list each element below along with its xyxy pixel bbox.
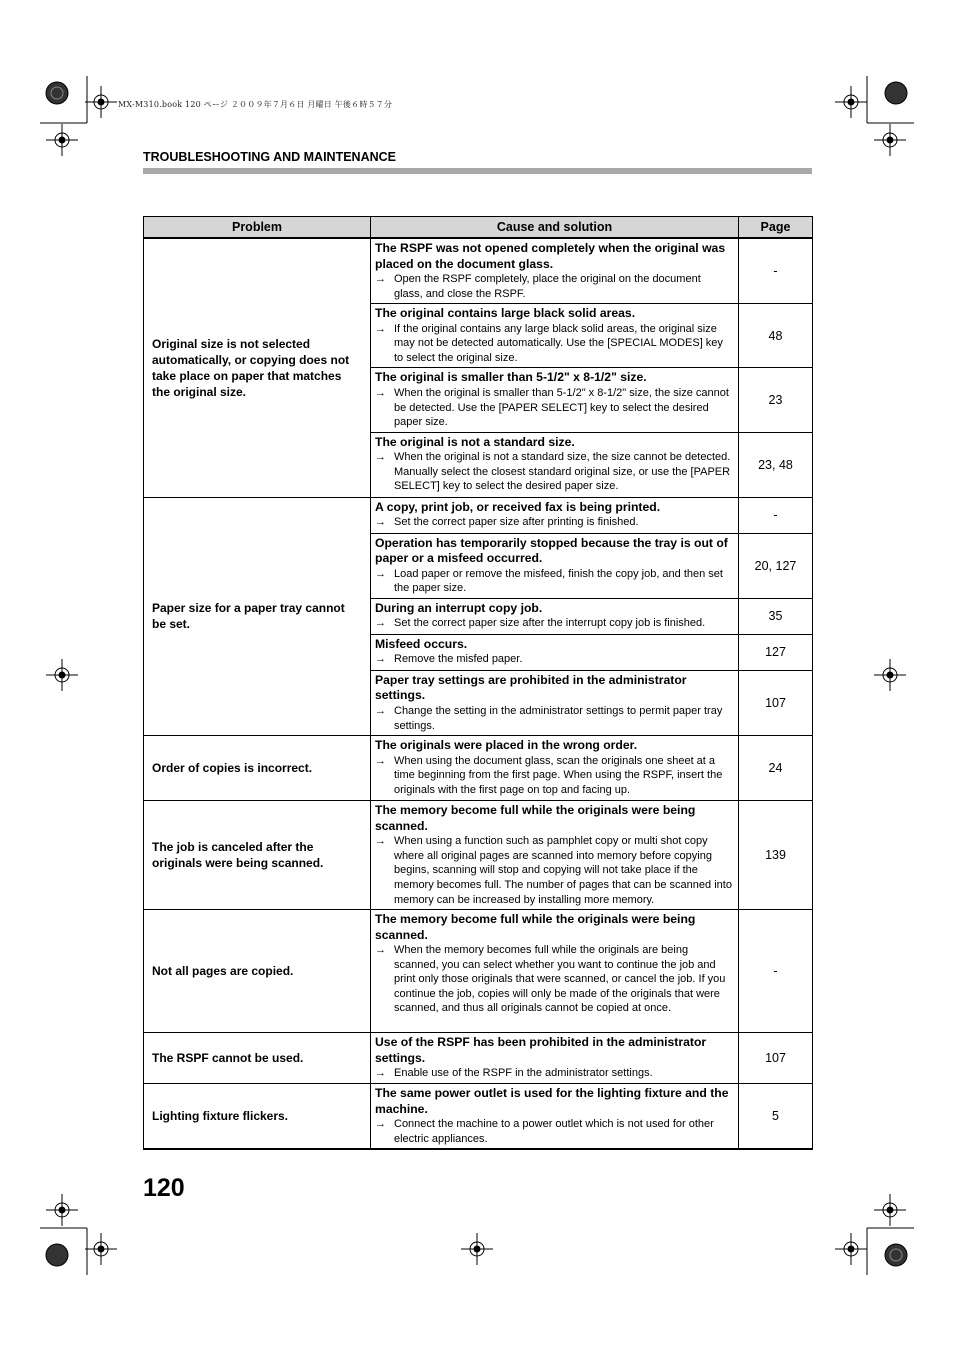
problem-cell: Original size is not selected automatically, or copying does not take place on paper that matches the original size. — [144, 238, 371, 497]
problem-cell: Paper size for a paper tray cannot be set. — [144, 497, 371, 735]
table-row — [144, 801, 813, 910]
cause-title: The memory become full while the originals were being scanned. — [375, 803, 696, 833]
cause-solution-cell — [371, 598, 739, 634]
table-row — [144, 910, 813, 1033]
solution-label: Remove the misfed paper. — [394, 653, 523, 666]
solution-label: When the original is not a standard size, the size cannot be detected. Manually select the closest standard original size, or use the [PAPER SELECT] key to select the desired paper size. — [394, 451, 731, 493]
solution-text — [375, 272, 732, 301]
table-body — [144, 238, 813, 1149]
solution-text — [375, 515, 732, 530]
page-reference-cell: 23, 48 — [739, 432, 813, 497]
registration-dot-bottom-right — [885, 1244, 907, 1266]
table-row — [144, 736, 813, 801]
page-reference-cell: 107 — [739, 670, 813, 735]
arrow-right-icon: → — [375, 386, 386, 399]
solution-text — [375, 834, 732, 907]
table-row — [144, 1033, 813, 1084]
registration-dot-bottom-left — [46, 1244, 68, 1266]
page-reference-cell: - — [739, 238, 813, 304]
solution-text — [375, 450, 732, 494]
problem-cell: The RSPF cannot be used. — [144, 1033, 371, 1084]
cause-solution-cell — [371, 1084, 739, 1150]
cause-solution-cell — [371, 238, 739, 304]
cause-title: The same power outlet is used for the lighting fixture and the machine. — [375, 1086, 729, 1116]
solution-text — [375, 616, 732, 631]
cause-title: Operation has temporarily stopped because the tray is out of paper or a misfeed occurred. — [375, 535, 728, 566]
arrow-right-icon: → — [375, 1118, 386, 1131]
page-reference-cell: 139 — [739, 801, 813, 910]
solution-label: If the original contains any large black solid areas, the original size may not be detected automatically. Use the [SPECIAL MODES] key to select the original size. — [394, 322, 723, 364]
arrow-right-icon: → — [375, 617, 386, 630]
print-slug-info: MX-M310.book 120 ページ ２００９年７月６日 月曜日 午後６時５７分 — [118, 100, 393, 109]
arrow-right-icon: → — [375, 273, 386, 285]
solution-label: When using a function such as pamphlet copy or multi shot copy where all original pages are scanned into memory before copying begins, scanning will stop and copying will not take place if the memory becomes full. The number of pages that can be scanned into memory can be increased by installing more memory. — [394, 835, 732, 906]
crosshair-target-icon — [85, 86, 117, 118]
solution-text — [375, 704, 732, 733]
crosshair-target-icon — [46, 659, 78, 691]
arrow-right-icon: → — [375, 567, 386, 580]
solution-label: Open the RSPF completely, place the original on the document glass, and close the RSPF. — [394, 273, 701, 300]
solution-text — [375, 1117, 732, 1146]
cause-title: The original is smaller than 5-1/2" x 8-1/2" size. — [375, 370, 647, 385]
crosshair-target-icon — [835, 1233, 867, 1265]
cause-solution-cell — [371, 1033, 739, 1084]
cause-title: During an interrupt copy job. — [375, 600, 543, 615]
solution-text — [375, 652, 732, 667]
page-reference-cell: - — [739, 497, 813, 533]
solution-text — [375, 1066, 732, 1081]
table-header-row — [144, 217, 813, 239]
registration-dot-top-left — [46, 82, 68, 104]
table-row — [144, 238, 813, 304]
cause-title: The originals were placed in the wrong order. — [375, 738, 638, 753]
problem-cell: Order of copies is incorrect. — [144, 736, 371, 801]
cause-solution-cell — [371, 801, 739, 910]
solution-text — [375, 754, 732, 798]
cause-solution-cell — [371, 368, 739, 432]
arrow-right-icon: → — [375, 322, 386, 335]
solution-text — [375, 567, 732, 596]
page-reference-cell: 35 — [739, 598, 813, 634]
arrow-right-icon: → — [375, 516, 386, 529]
cause-title: Use of the RSPF has been prohibited in the administrator settings. — [375, 1035, 707, 1065]
arrow-right-icon: → — [375, 653, 386, 666]
cause-title: Paper tray settings are prohibited in the administrator settings. — [375, 672, 687, 703]
problem-cell: The job is canceled after the originals were being scanned. — [144, 801, 371, 910]
solution-label: Set the correct paper size after the interrupt copy job is finished. — [394, 617, 706, 630]
solution-label: Enable use of the RSPF in the administrator settings. — [394, 1067, 653, 1080]
cause-title: The original is not a standard size. — [375, 434, 575, 449]
problem-cell: Not all pages are copied. — [144, 910, 371, 1033]
cause-solution-cell — [371, 497, 739, 533]
cause-title: Misfeed occurs. — [375, 636, 468, 651]
solution-label: When the original is smaller than 5-1/2" x 8-1/2" size, the size cannot be detected. Use the [PAPER SELECT] key to select the desired paper size. — [394, 386, 729, 429]
arrow-right-icon: → — [375, 835, 386, 848]
crosshair-target-icon — [874, 659, 906, 691]
crosshair-target-icon — [835, 86, 867, 118]
cause-title: The memory become full while the originals were being scanned. — [375, 912, 696, 942]
cause-solution-cell — [371, 736, 739, 801]
crosshair-target-icon — [874, 124, 906, 156]
solution-text — [375, 322, 732, 366]
cause-solution-cell — [371, 432, 739, 497]
page-reference-cell: 20, 127 — [739, 533, 813, 598]
page-reference-cell: 23 — [739, 368, 813, 432]
column-header-cause: Cause and solution — [371, 217, 739, 239]
solution-label: When using the document glass, scan the originals one sheet at a time beginning from the first page. When using the RSPF, insert the originals with the first page on top and facing up. — [394, 754, 723, 796]
cause-solution-cell — [371, 304, 739, 368]
page-number: 120 — [143, 1174, 185, 1202]
solution-label: Load paper or remove the misfeed, finish the copy job, and then set the paper size. — [394, 567, 723, 595]
solution-label: When the memory becomes full while the originals are being scanned, you can select whether you want to continue the job and print only those originals that were scanned, or cancel the job. If you continue the job, copies will only be made of the originals that were scanned, and thus all originals cannot be copied at once. — [394, 944, 726, 1015]
page-reference-cell: 127 — [739, 634, 813, 670]
arrow-right-icon: → — [375, 944, 386, 957]
arrow-right-icon: → — [375, 704, 386, 717]
arrow-right-icon: → — [375, 1067, 386, 1080]
solution-label: Change the setting in the administrator settings to permit paper tray settings. — [394, 704, 723, 732]
page-reference-cell: 48 — [739, 304, 813, 368]
column-header-problem: Problem — [144, 217, 371, 239]
cause-solution-cell — [371, 670, 739, 735]
crosshair-target-icon — [46, 1194, 78, 1226]
cause-title: The original contains large black solid areas. — [375, 306, 636, 321]
crosshair-target-icon — [85, 1233, 117, 1265]
page-reference-cell: 107 — [739, 1033, 813, 1084]
solution-text — [375, 386, 732, 430]
cause-solution-cell — [371, 634, 739, 670]
table-row — [144, 497, 813, 533]
page-reference-cell: 24 — [739, 736, 813, 801]
column-header-page: Page — [739, 217, 813, 239]
solution-label: Connect the machine to a power outlet which is not used for other electric appliances. — [394, 1118, 714, 1145]
page-reference-cell: - — [739, 910, 813, 1033]
header-rule — [143, 168, 812, 174]
problem-cell: Lighting fixture flickers. — [144, 1084, 371, 1150]
cause-title: The RSPF was not opened completely when the original was placed on the document glass. — [375, 241, 726, 271]
troubleshooting-table — [143, 216, 813, 1150]
crosshair-target-icon — [46, 124, 78, 156]
cause-solution-cell — [371, 533, 739, 598]
solution-label: Set the correct paper size after printing is finished. — [394, 516, 639, 529]
arrow-right-icon: → — [375, 451, 386, 464]
crosshair-target-icon — [461, 1233, 493, 1265]
solution-text — [375, 943, 732, 1016]
crosshair-target-icon — [874, 1194, 906, 1226]
cause-solution-cell — [371, 910, 739, 1033]
section-header: TROUBLESHOOTING AND MAINTENANCE — [143, 150, 397, 164]
cause-title: A copy, print job, or received fax is being printed. — [375, 499, 661, 514]
page-reference-cell: 5 — [739, 1084, 813, 1150]
table-row — [144, 1084, 813, 1150]
arrow-right-icon: → — [375, 754, 386, 767]
registration-dot-top-right — [885, 82, 907, 104]
